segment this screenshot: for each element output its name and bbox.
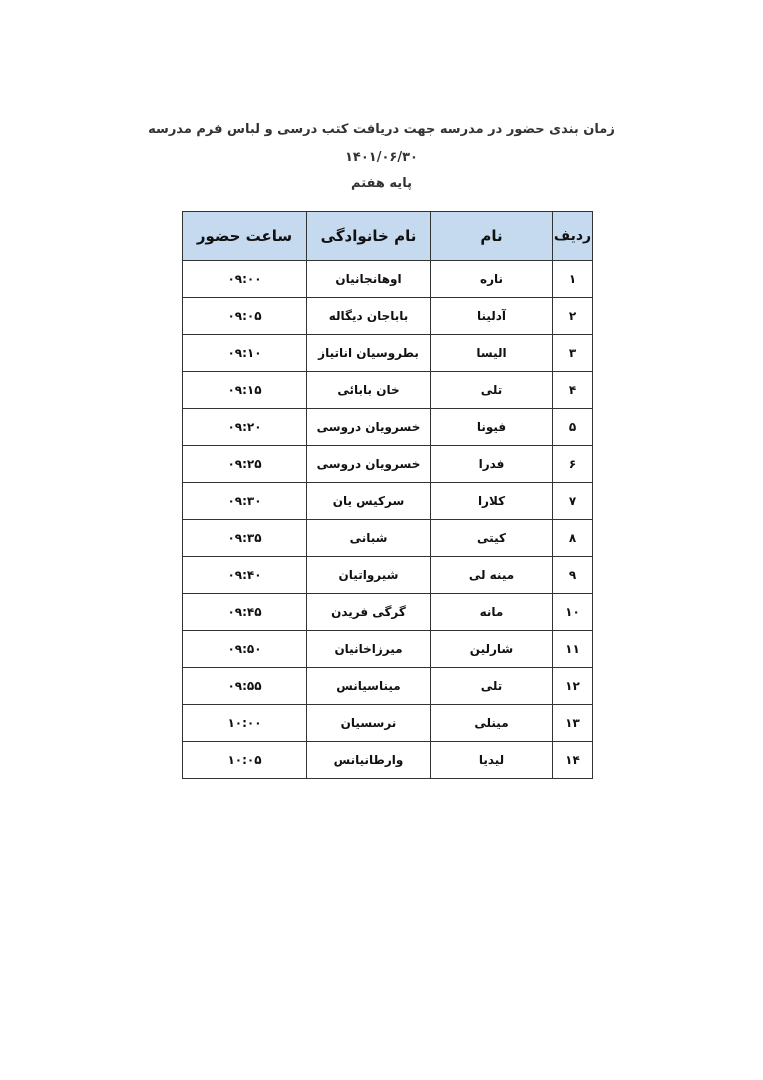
- cell-row: ۱۴: [553, 742, 593, 779]
- cell-name: لیدیا: [431, 742, 553, 779]
- cell-name: تلی: [431, 372, 553, 409]
- cell-time: ۰۹:۵۵: [183, 668, 307, 705]
- cell-name: آدلینا: [431, 298, 553, 335]
- cell-family: گرگی فریدن: [307, 594, 431, 631]
- table-row: [183, 631, 593, 668]
- cell-name: کیتی: [431, 520, 553, 557]
- cell-family: اوهانجانیان: [307, 261, 431, 298]
- cell-family: میرزاخانیان: [307, 631, 431, 668]
- cell-time: ۰۹:۰۵: [183, 298, 307, 335]
- cell-time: ۰۹:۲۵: [183, 446, 307, 483]
- cell-row: ۸: [553, 520, 593, 557]
- cell-time: ۰۹:۱۰: [183, 335, 307, 372]
- table-header-row: [183, 212, 593, 261]
- cell-name: الیسا: [431, 335, 553, 372]
- cell-family: نرسسیان: [307, 705, 431, 742]
- cell-time: ۱۰:۰۰: [183, 705, 307, 742]
- cell-name: شارلین: [431, 631, 553, 668]
- cell-name: مینه لی: [431, 557, 553, 594]
- cell-row: ۴: [553, 372, 593, 409]
- cell-row: ۳: [553, 335, 593, 372]
- table-row: [183, 483, 593, 520]
- cell-row: ۱۳: [553, 705, 593, 742]
- page-title: زمان بندی حضور در مدرسه جهت دریافت کتب درسی و لباس فرم مدرسه: [148, 122, 615, 137]
- column-header-family: نام خانوادگی: [307, 212, 431, 261]
- table-row: [183, 520, 593, 557]
- cell-name: مینلی: [431, 705, 553, 742]
- cell-row: ۱: [553, 261, 593, 298]
- cell-name: تلی: [431, 668, 553, 705]
- cell-row: ۹: [553, 557, 593, 594]
- cell-row: ۵: [553, 409, 593, 446]
- cell-family: وارطانیانس: [307, 742, 431, 779]
- cell-time: ۰۹:۳۰: [183, 483, 307, 520]
- cell-time: ۰۹:۲۰: [183, 409, 307, 446]
- cell-family: میناسیانس: [307, 668, 431, 705]
- table-row: [183, 742, 593, 779]
- cell-family: باباجان دیگاله: [307, 298, 431, 335]
- cell-name: ناره: [431, 261, 553, 298]
- column-header-row: ردیف: [553, 212, 593, 261]
- table-row: [183, 705, 593, 742]
- schedule-table: [182, 211, 593, 779]
- table-row: [183, 261, 593, 298]
- table-row: [183, 372, 593, 409]
- date-label: ۱۴۰۱/۰۶/۳۰: [345, 150, 418, 165]
- table-row: [183, 668, 593, 705]
- cell-time: ۰۹:۱۵: [183, 372, 307, 409]
- cell-time: ۱۰:۰۵: [183, 742, 307, 779]
- table-row: [183, 335, 593, 372]
- column-header-time: ساعت حضور: [183, 212, 307, 261]
- cell-family: شیرواتیان: [307, 557, 431, 594]
- cell-time: ۰۹:۴۰: [183, 557, 307, 594]
- column-header-name: نام: [431, 212, 553, 261]
- table-row: [183, 557, 593, 594]
- table-row: [183, 298, 593, 335]
- cell-family: سرکیس یان: [307, 483, 431, 520]
- table-row: [183, 446, 593, 483]
- cell-row: ۱۰: [553, 594, 593, 631]
- grade-label: پایه هفتم: [351, 176, 412, 191]
- cell-row: ۱۱: [553, 631, 593, 668]
- cell-name: فدرا: [431, 446, 553, 483]
- cell-family: خسرویان دروسی: [307, 409, 431, 446]
- cell-row: ۱۲: [553, 668, 593, 705]
- cell-family: شبانی: [307, 520, 431, 557]
- cell-row: ۷: [553, 483, 593, 520]
- table-row: [183, 409, 593, 446]
- table-row: [183, 594, 593, 631]
- cell-family: خان بابائی: [307, 372, 431, 409]
- cell-time: ۰۹:۴۵: [183, 594, 307, 631]
- cell-family: خسرویان دروسی: [307, 446, 431, 483]
- cell-name: کلارا: [431, 483, 553, 520]
- cell-name: مانه: [431, 594, 553, 631]
- cell-row: ۲: [553, 298, 593, 335]
- cell-time: ۰۹:۳۵: [183, 520, 307, 557]
- cell-time: ۰۹:۰۰: [183, 261, 307, 298]
- cell-name: فیونا: [431, 409, 553, 446]
- cell-row: ۶: [553, 446, 593, 483]
- cell-family: بطروسیان اناتیاز: [307, 335, 431, 372]
- cell-time: ۰۹:۵۰: [183, 631, 307, 668]
